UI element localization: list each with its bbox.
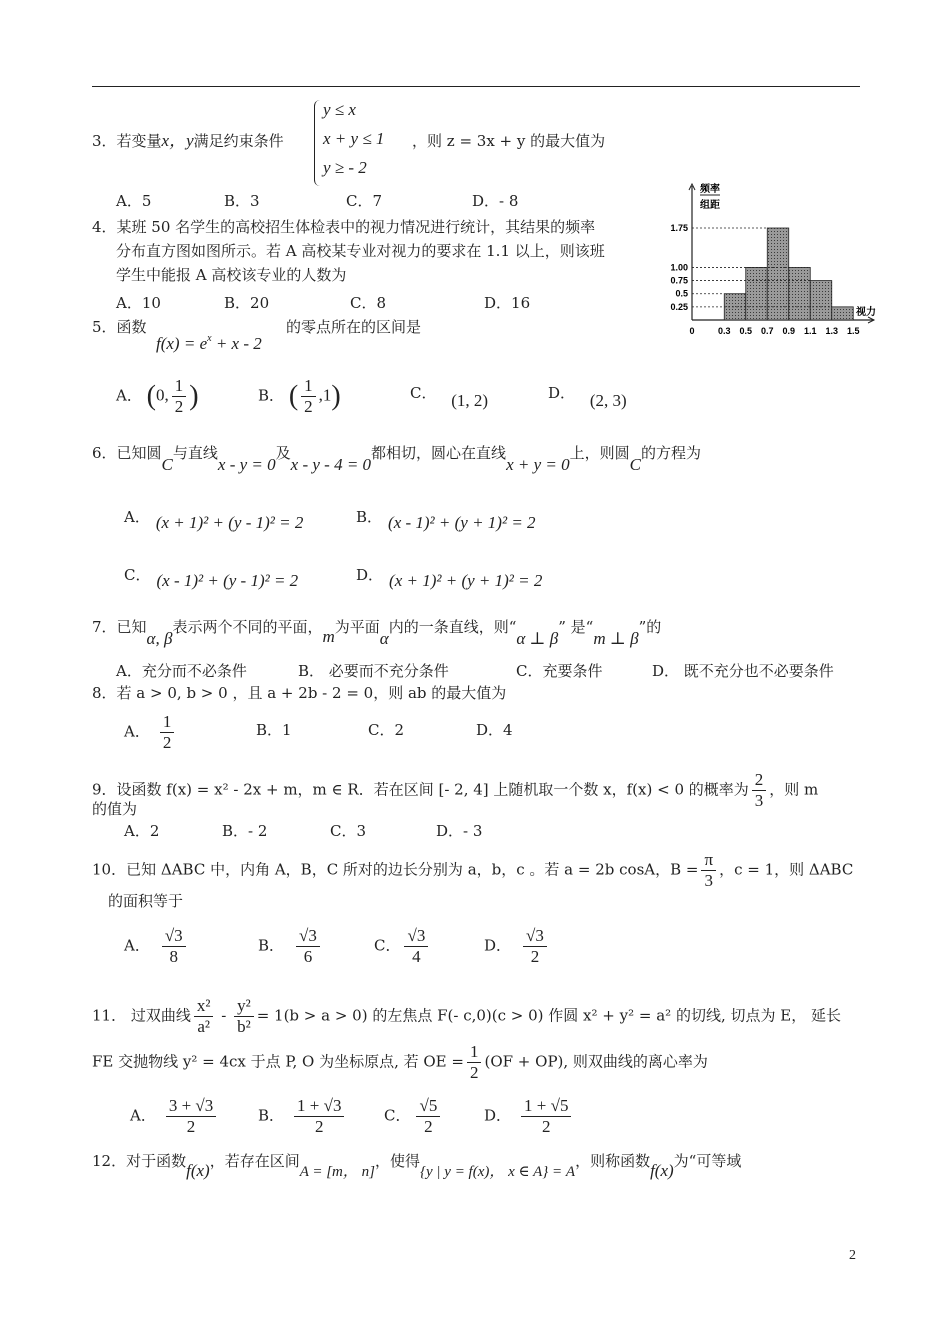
q9-option-c: C．3	[330, 822, 367, 840]
q9-option-a: A．2	[124, 822, 160, 840]
q4-option-d: D．16	[484, 294, 531, 312]
hist-bar	[810, 281, 832, 320]
q11-option-d	[484, 1096, 574, 1137]
q11-line-2	[92, 1042, 708, 1083]
q5-option-d	[548, 380, 627, 410]
hist-bar	[724, 294, 746, 320]
q10-option-c	[374, 926, 431, 967]
hist-ylabel-top: 频率	[700, 184, 720, 195]
q6-option-d-eq: (x + 1)² + (y + 1)² = 2	[389, 571, 543, 590]
q7-option-c: C．充要条件	[516, 662, 603, 680]
q7-text-5: ” 是“	[558, 618, 594, 636]
q6-option-d	[356, 562, 542, 588]
hist-x-tick-label: 1.5	[846, 326, 860, 336]
q7-text-4: 内的一条直线，则“	[388, 618, 517, 636]
q5-suffix: 的零点所在的区间是	[286, 318, 422, 336]
hist-x-tick-label: 0.7	[760, 326, 774, 336]
question-5	[92, 314, 147, 340]
hist-bar	[789, 267, 811, 320]
q8-option-b: B．1	[256, 721, 292, 739]
q11-option-a	[130, 1096, 219, 1137]
q11-option-b	[258, 1096, 347, 1137]
q10-option-a-den: 8	[169, 947, 179, 966]
q11-line-2b: (OF + OP), 则双曲线的离心率为	[484, 1052, 708, 1071]
q4-line-3: 学生中能报 A 高校该专业的人数为	[116, 266, 347, 284]
question-9	[92, 770, 818, 811]
q5-option-b: B． ( $\frac{1}{2}$ ,1)	[258, 376, 341, 416]
q7-text-1: 7．已知	[92, 618, 147, 636]
q11-y2: y²	[234, 996, 254, 1017]
q6-option-a-label: A．	[124, 508, 150, 526]
question-11	[92, 996, 841, 1037]
question-3	[92, 128, 284, 154]
q6-option-b	[356, 504, 536, 530]
q6-line-3: x + y = 0	[506, 455, 570, 474]
q10-line-2: 的面积等于	[108, 892, 184, 910]
q3-constraint-3: y ≥ - 2	[323, 158, 367, 177]
q5-option-c	[410, 380, 489, 410]
q10-text-1: 10．已知 ΔABC 中，内角 A，B，C 所对的边长分别为 a，b，c 。若 a = 2b cosA，B =	[92, 860, 699, 879]
q3-option-b: B．3	[224, 192, 260, 210]
q6-text-4: 都相切，圆心在直线	[371, 444, 507, 462]
q3-prefix: 3．若变量	[92, 132, 162, 150]
hist-bar	[832, 307, 854, 320]
q11-option-d-den: 2	[541, 1117, 551, 1136]
q10-option-d-label: D．	[484, 936, 512, 955]
q3-mid: 满足约束条件	[193, 132, 284, 150]
q6-option-c	[124, 562, 298, 588]
q11-option-a-label: A．	[130, 1106, 156, 1125]
q6-option-c-label: C．	[124, 566, 151, 584]
question-8: 8．若 a > 0, b > 0 ，且 a + 2b - 2 = 0，则 ab 的最大值为	[92, 684, 507, 702]
hist-x-tick-label: 0.9	[782, 326, 796, 336]
q11-option-b-den: 2	[314, 1117, 324, 1136]
q8-option-a-num: 1	[160, 712, 175, 733]
q12-text-1: 12．对于函数	[92, 1152, 187, 1170]
hist-y-tick-label: 1.75	[670, 223, 688, 233]
q5-option-b-label: B．	[258, 386, 285, 405]
q6-text-6: 的方程为	[640, 444, 701, 462]
q11-line-2a: FE 交抛物线 y² = 4cx 于点 P, O 为坐标原点, 若 OE =	[92, 1052, 464, 1071]
q12-interval: A = [m， n]	[299, 1164, 375, 1180]
q5-option-d-label: D．	[548, 384, 576, 402]
q3-constraint-1: y ≤ x	[323, 100, 356, 119]
question-6	[92, 440, 701, 474]
q10-option-d	[484, 926, 550, 967]
q10-b-den: 3	[704, 871, 714, 890]
q5-func-tail: + x - 2	[211, 334, 262, 353]
q10-option-a-label: A．	[124, 936, 150, 955]
page-number: 2	[849, 1248, 856, 1263]
q5-option-a: A． (0, $\frac{1}{2}$ )	[116, 376, 199, 416]
q4-option-b: B．20	[224, 294, 270, 312]
q7-text-6: ”的	[638, 618, 662, 636]
q7-text-2: 表示两个不同的平面，	[172, 618, 323, 636]
q6-option-b-eq: (x - 1)² + (y + 1)² = 2	[388, 513, 536, 532]
q6-text-3: 及	[275, 444, 291, 462]
q11-option-c-num: √5	[416, 1096, 440, 1117]
q5-option-c-label: C．	[410, 384, 437, 402]
q10-b-num: π	[701, 850, 716, 871]
q7-option-b: B． 必要而不充分条件	[298, 662, 449, 680]
hist-bar	[767, 228, 789, 320]
q12-func-2: f(x)	[650, 1161, 674, 1180]
hist-x-tick-label: 1.3	[825, 326, 839, 336]
q6-line-2: x - y - 4 = 0	[290, 455, 372, 474]
q11-half-den: 2	[469, 1063, 479, 1082]
q9-text-2: ，则 m	[769, 780, 819, 799]
q5-option-c-value: (1, 2)	[451, 391, 489, 410]
hist-x-tick-label: 0.3	[717, 326, 731, 336]
hist-y-tick-label: 0.5	[675, 288, 688, 299]
q11-half-num: 1	[467, 1042, 482, 1063]
q10-option-a-num: √3	[162, 926, 186, 947]
q11-option-b-num: 1 + √3	[294, 1096, 344, 1117]
header-rule	[92, 86, 860, 87]
q10-option-c-den: 4	[412, 947, 421, 966]
q10-option-b-label: B．	[258, 936, 285, 955]
q11-x2: x²	[194, 996, 214, 1017]
q3-option-c: C．7	[346, 192, 383, 210]
q12-text-3: ，使得	[374, 1152, 420, 1170]
q6-line-1: x - y = 0	[217, 455, 276, 474]
question-7	[92, 614, 662, 648]
q4-line-1: 4．某班 50 名学生的高校招生体检表中的视力情况进行统计，其结果的频率	[92, 218, 596, 236]
hist-xlabel: 视力	[856, 307, 876, 318]
q3-vars: x，y	[161, 131, 194, 150]
vision-histogram	[660, 180, 880, 346]
q8-option-a-den: 2	[162, 733, 172, 752]
q12-set: {y | y = f(x)， x ∈ A} = A	[420, 1164, 576, 1180]
q9-option-b: B．- 2	[222, 822, 268, 840]
q6-text-5: 上，则圆	[569, 444, 630, 462]
q10-option-c-label: C．	[374, 936, 401, 955]
q8-option-a	[124, 712, 177, 753]
q3-constraint-system	[314, 100, 405, 186]
q10-option-a	[124, 926, 189, 967]
q5-option-a-label: A．	[116, 386, 142, 405]
q6-option-b-label: B．	[356, 508, 383, 526]
q12-func: f(x)	[186, 1161, 210, 1180]
question-12	[92, 1148, 742, 1180]
q12-text-4: ，则称函数	[575, 1152, 651, 1170]
q3-suffix: ，则 z = 3x + y 的最大值为	[412, 132, 606, 150]
q7-planes: α, β	[146, 629, 173, 648]
hist-x-tick-label: 0	[689, 326, 695, 336]
q9-line-2: 的值为	[92, 800, 138, 818]
q6-circle-c: C	[161, 455, 173, 474]
q5-func-sup: x	[207, 333, 212, 344]
q8-option-d: D．4	[476, 721, 513, 739]
q7-condition-1: α ⊥ β	[516, 629, 559, 648]
q10-option-b-num: √3	[296, 926, 320, 947]
hist-ylabel-bottom: 组距	[700, 200, 720, 211]
q10-option-d-den: 2	[530, 947, 540, 966]
q11-option-c-den: 2	[424, 1117, 433, 1136]
q9-option-d: D．- 3	[436, 822, 483, 840]
q11-option-d-num: 1 + √5	[521, 1096, 571, 1117]
q10-option-b-den: 6	[303, 947, 313, 966]
q11-minus: -	[216, 1006, 232, 1025]
q7-option-d: D． 既不充分也不必要条件	[652, 662, 834, 680]
q9-text-1: 9．设函数 f(x) = x² - 2x + m，m ∈ R．若在区间 [- 2, 4] 上随机取一个数 x，f(x) < 0 的概率为	[92, 780, 749, 799]
q3-option-d: D．- 8	[472, 192, 519, 210]
q10-option-d-num: √3	[523, 926, 547, 947]
q5-function	[156, 326, 262, 357]
q6-option-d-label: D．	[356, 566, 384, 584]
q11-text-2: = 1(b > a > 0) 的左焦点 F(- c,0)(c > 0) 作圆 x² + y² = a² 的切线, 切点为 E， 延长	[256, 1006, 841, 1025]
q8-option-a-label: A．	[124, 722, 150, 741]
q6-text-1: 6．已知圆	[92, 444, 162, 462]
q7-text-3: 为平面	[334, 618, 380, 636]
q7-plane-alpha: α	[379, 629, 389, 648]
q9-prob-num: 2	[752, 770, 767, 791]
q11-option-c-label: C．	[384, 1106, 411, 1125]
q3-option-a: A．5	[116, 192, 152, 210]
hist-x-tick-label: 0.5	[739, 326, 753, 336]
q11-b2: b²	[237, 1017, 251, 1036]
q4-line-2: 分布直方图如图所示。若 A 高校某专业对视力的要求在 1.1 以上，则该班	[116, 242, 605, 260]
q10-text-2: ，c = 1，则 ΔABC	[719, 860, 854, 879]
hist-y-tick-label: 1.00	[670, 262, 688, 273]
q11-text-1: 11． 过双曲线	[92, 1006, 191, 1025]
q7-line-m: m	[322, 627, 335, 646]
q4-option-a: A．10	[116, 294, 161, 312]
q10-option-c-num: √3	[404, 926, 428, 947]
hist-y-tick-label: 0.25	[670, 301, 688, 312]
q12-text-5: 为“可等域	[673, 1152, 742, 1170]
q11-option-c	[384, 1096, 443, 1137]
q5-option-d-value: (2, 3)	[589, 391, 627, 410]
q5-prefix: 5．函数	[92, 318, 147, 336]
q6-option-a-eq: (x + 1)² + (y - 1)² = 2	[155, 513, 304, 532]
q3-constraint-2: x + y ≤ 1	[323, 129, 385, 148]
q6-option-c-eq: (x - 1)² + (y - 1)² = 2	[156, 571, 299, 590]
q6-text-2: 与直线	[172, 444, 218, 462]
q11-option-a-num: 3 + √3	[166, 1096, 216, 1117]
q7-option-a: A．充分而不必条件	[116, 662, 247, 680]
hist-bar	[746, 267, 768, 320]
question-10	[92, 850, 853, 891]
hist-x-tick-label: 1.1	[803, 326, 817, 336]
q4-option-c: C．8	[350, 294, 387, 312]
q11-a2: a²	[197, 1017, 210, 1036]
q7-condition-2: m ⊥ β	[593, 629, 639, 648]
q11-option-d-label: D．	[484, 1106, 512, 1125]
q11-option-b-label: B．	[258, 1106, 285, 1125]
q5-func: f(x) = e	[156, 334, 208, 353]
q8-option-c: C．2	[368, 721, 405, 739]
q6-option-a	[124, 504, 303, 530]
q12-text-2: ，若存在区间	[209, 1152, 300, 1170]
q11-option-a-den: 2	[186, 1117, 196, 1136]
hist-y-tick-label: 0.75	[670, 275, 688, 286]
q9-prob-den: 3	[754, 791, 764, 810]
q6-circle-c-2: C	[629, 455, 641, 474]
q10-option-b	[258, 926, 323, 967]
